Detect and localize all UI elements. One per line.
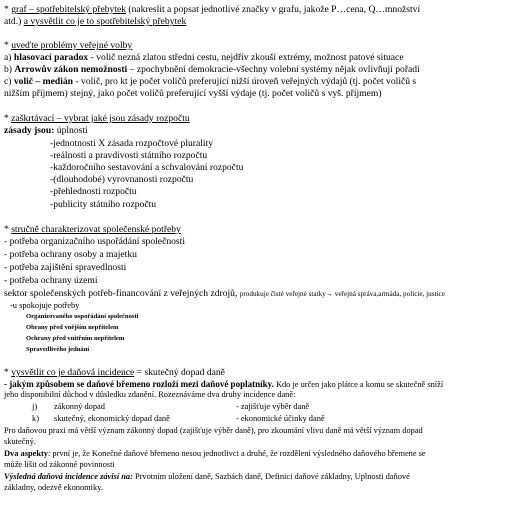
- bullet-star: *: [4, 4, 12, 15]
- volba-item-b: [4, 64, 420, 75]
- item-desc: – zpochybnění demokracie-všechny volební systémy nějak ovlivňují pořadí: [127, 64, 420, 75]
- graf-note: (nakreslit a popsat jednotlivé značky v grafu, jakože P…cena, Q…množství: [126, 4, 421, 15]
- zasady-heading-text: zaškrtávací – vybrat jaké jsou zásady rozpočtu: [11, 113, 190, 124]
- incidence-question-bold: - jakým způsobem se daňové břemeno rozloží mezi daňové poplatníky.: [4, 379, 274, 389]
- uspokojuje-line: -u spokojuje potřeby: [10, 301, 80, 310]
- potreby-sub-item: Spravedlivého jednání: [26, 346, 90, 353]
- potreby-item: - potřeba zajištění spravedlnosti: [4, 262, 127, 273]
- sektor-line: [4, 288, 445, 299]
- item-term: volič – medián: [13, 76, 74, 87]
- incidence-zavislost-cont: základny, odezvě ekonomiky.: [4, 483, 103, 492]
- incidence-heading: [4, 367, 225, 378]
- graf-heading: graf – spotřebitelský přebytek: [11, 4, 127, 15]
- potreby-heading-text: stručně charakterizovat společenské potřeby: [11, 224, 181, 235]
- graf-line-1: [4, 4, 420, 15]
- zasady-item: -publicity státního rozpočtu: [50, 199, 157, 210]
- item-term: Arrowův zákon nemožnosti: [14, 64, 128, 75]
- incidence-praxe: Pro daňovou praxi má větší význam zákonný dopad (zajišťuje výběr daně), pro zkoumání vlivu daně má větší význam dopad: [4, 426, 423, 435]
- bullet-star: *: [4, 40, 12, 51]
- potreby-item: - potřeba organizačního uspořádání společnosti: [4, 236, 185, 247]
- incidence-question-cont: jeho disponibilní důchod v důsledku zdanění. Rozeznáváme dva druhy incidence daně:: [4, 390, 296, 399]
- potreby-heading: [4, 224, 181, 235]
- zasady-first: úplnosti: [54, 125, 88, 136]
- sektor-text: sektor společenských potřeb-financování z veřejných zdrojů,: [4, 288, 240, 299]
- aspekty-label: Dva aspekty: [4, 449, 48, 458]
- item-marker: c): [4, 76, 14, 87]
- potreby-item: - potřeba ochrany osoby a majetku: [4, 249, 137, 260]
- aspekty-text: : první je, že Konečné daňové břemeno nesou jednotlivci a druhé, že rozdělení výsledného daňového břemene se: [47, 449, 426, 458]
- potreby-sub-item: Organizovaného uspořádání společnosti: [26, 313, 139, 320]
- graf-note-cont: atd.): [4, 16, 24, 27]
- item-marker: b): [4, 64, 15, 75]
- incidence-heading-text: vysvětlit co je daňová incidence: [11, 367, 135, 378]
- incidence-type: skutečný, ekonomický dopad daně: [54, 414, 170, 423]
- incidence-praxe-cont: skutečný.: [4, 437, 36, 446]
- incidence-question-rest: Kdo je určen jako plátce a komu se skutečně sníží: [273, 380, 444, 389]
- graf-task: a vysvětlit co je to spotřebitelský přebytek: [23, 16, 187, 27]
- incidence-definition: = skutečný dopad daně: [134, 367, 225, 378]
- zasady-item: -reálnosti a pravdivosti státního rozpočtu: [50, 150, 208, 161]
- incidence-question: [4, 379, 443, 390]
- item-term: hlasovací paradox: [13, 52, 89, 63]
- zasady-label: zásady jsou:: [4, 125, 55, 136]
- potreby-sub-item: Obrany před vnějším nepřítelem: [26, 324, 119, 331]
- volba-heading: [4, 40, 132, 51]
- zasady-item: -každoročního sestavování a schvalování rozpočtu: [50, 162, 244, 173]
- zavislost-label: Výsledná daňová incidence závisí na:: [4, 472, 133, 481]
- zasady-item: -jednotnosti X zásada rozpočtové plurality: [50, 138, 214, 149]
- item-marker: j): [32, 402, 38, 411]
- potreby-item: - potřeba ochrany území: [4, 275, 98, 286]
- bullet-star: *: [4, 224, 12, 235]
- incidence-aspekty-cont: může lišit od zákonné povinnosti: [4, 460, 115, 469]
- item-desc: - volič nezná zlatou střední cestu, nejdřív zkouší extrémy, možnost patové situace: [88, 52, 404, 63]
- incidence-type: zákonný dopad: [54, 402, 105, 411]
- volba-item-c-cont: nižším příjmem) stejný, jako počet voličů preferující vyšší výdaje (tj. počet voličů s vyš. příjmem): [4, 88, 382, 99]
- zasady-item: -přehlednosti rozpočtu: [50, 186, 137, 197]
- incidence-type-desc: - zajišťuje výběr daně: [236, 402, 310, 411]
- zasady-heading: [4, 113, 190, 124]
- graf-line-2: [4, 16, 186, 27]
- incidence-aspekty: [4, 449, 426, 459]
- potreby-sub-item: Ochrany před vnitřním nepřítelem: [26, 335, 125, 342]
- bullet-star: *: [4, 113, 12, 124]
- zasady-item: -(dlouhodobé) vyrovnanosti rozpočtu: [50, 174, 194, 185]
- item-marker: k): [32, 414, 39, 423]
- volba-heading-text: uveďte problémy veřejné volby: [11, 40, 133, 51]
- bullet-star: *: [4, 367, 12, 378]
- incidence-zavislost: [4, 472, 410, 482]
- zasady-intro: [4, 125, 88, 136]
- sektor-small-text: produkuje čisté veřejné statky→ veřejná správa,armáda, policie, justice: [239, 290, 445, 298]
- incidence-type-desc: - ekonomické účinky daně: [236, 414, 325, 423]
- volba-item-c: [4, 76, 416, 87]
- zavislost-text: Prvotním uložení daně, Sazbách daně, Definici daňové základny, Uplnosti daňové: [132, 472, 410, 481]
- volba-item-a: [4, 52, 404, 63]
- item-desc: - volič, pro kt je počet voličů preferující nižší úroveň veřejných výdajů (tj. počet voličů s: [73, 76, 417, 87]
- item-marker: a): [4, 52, 14, 63]
